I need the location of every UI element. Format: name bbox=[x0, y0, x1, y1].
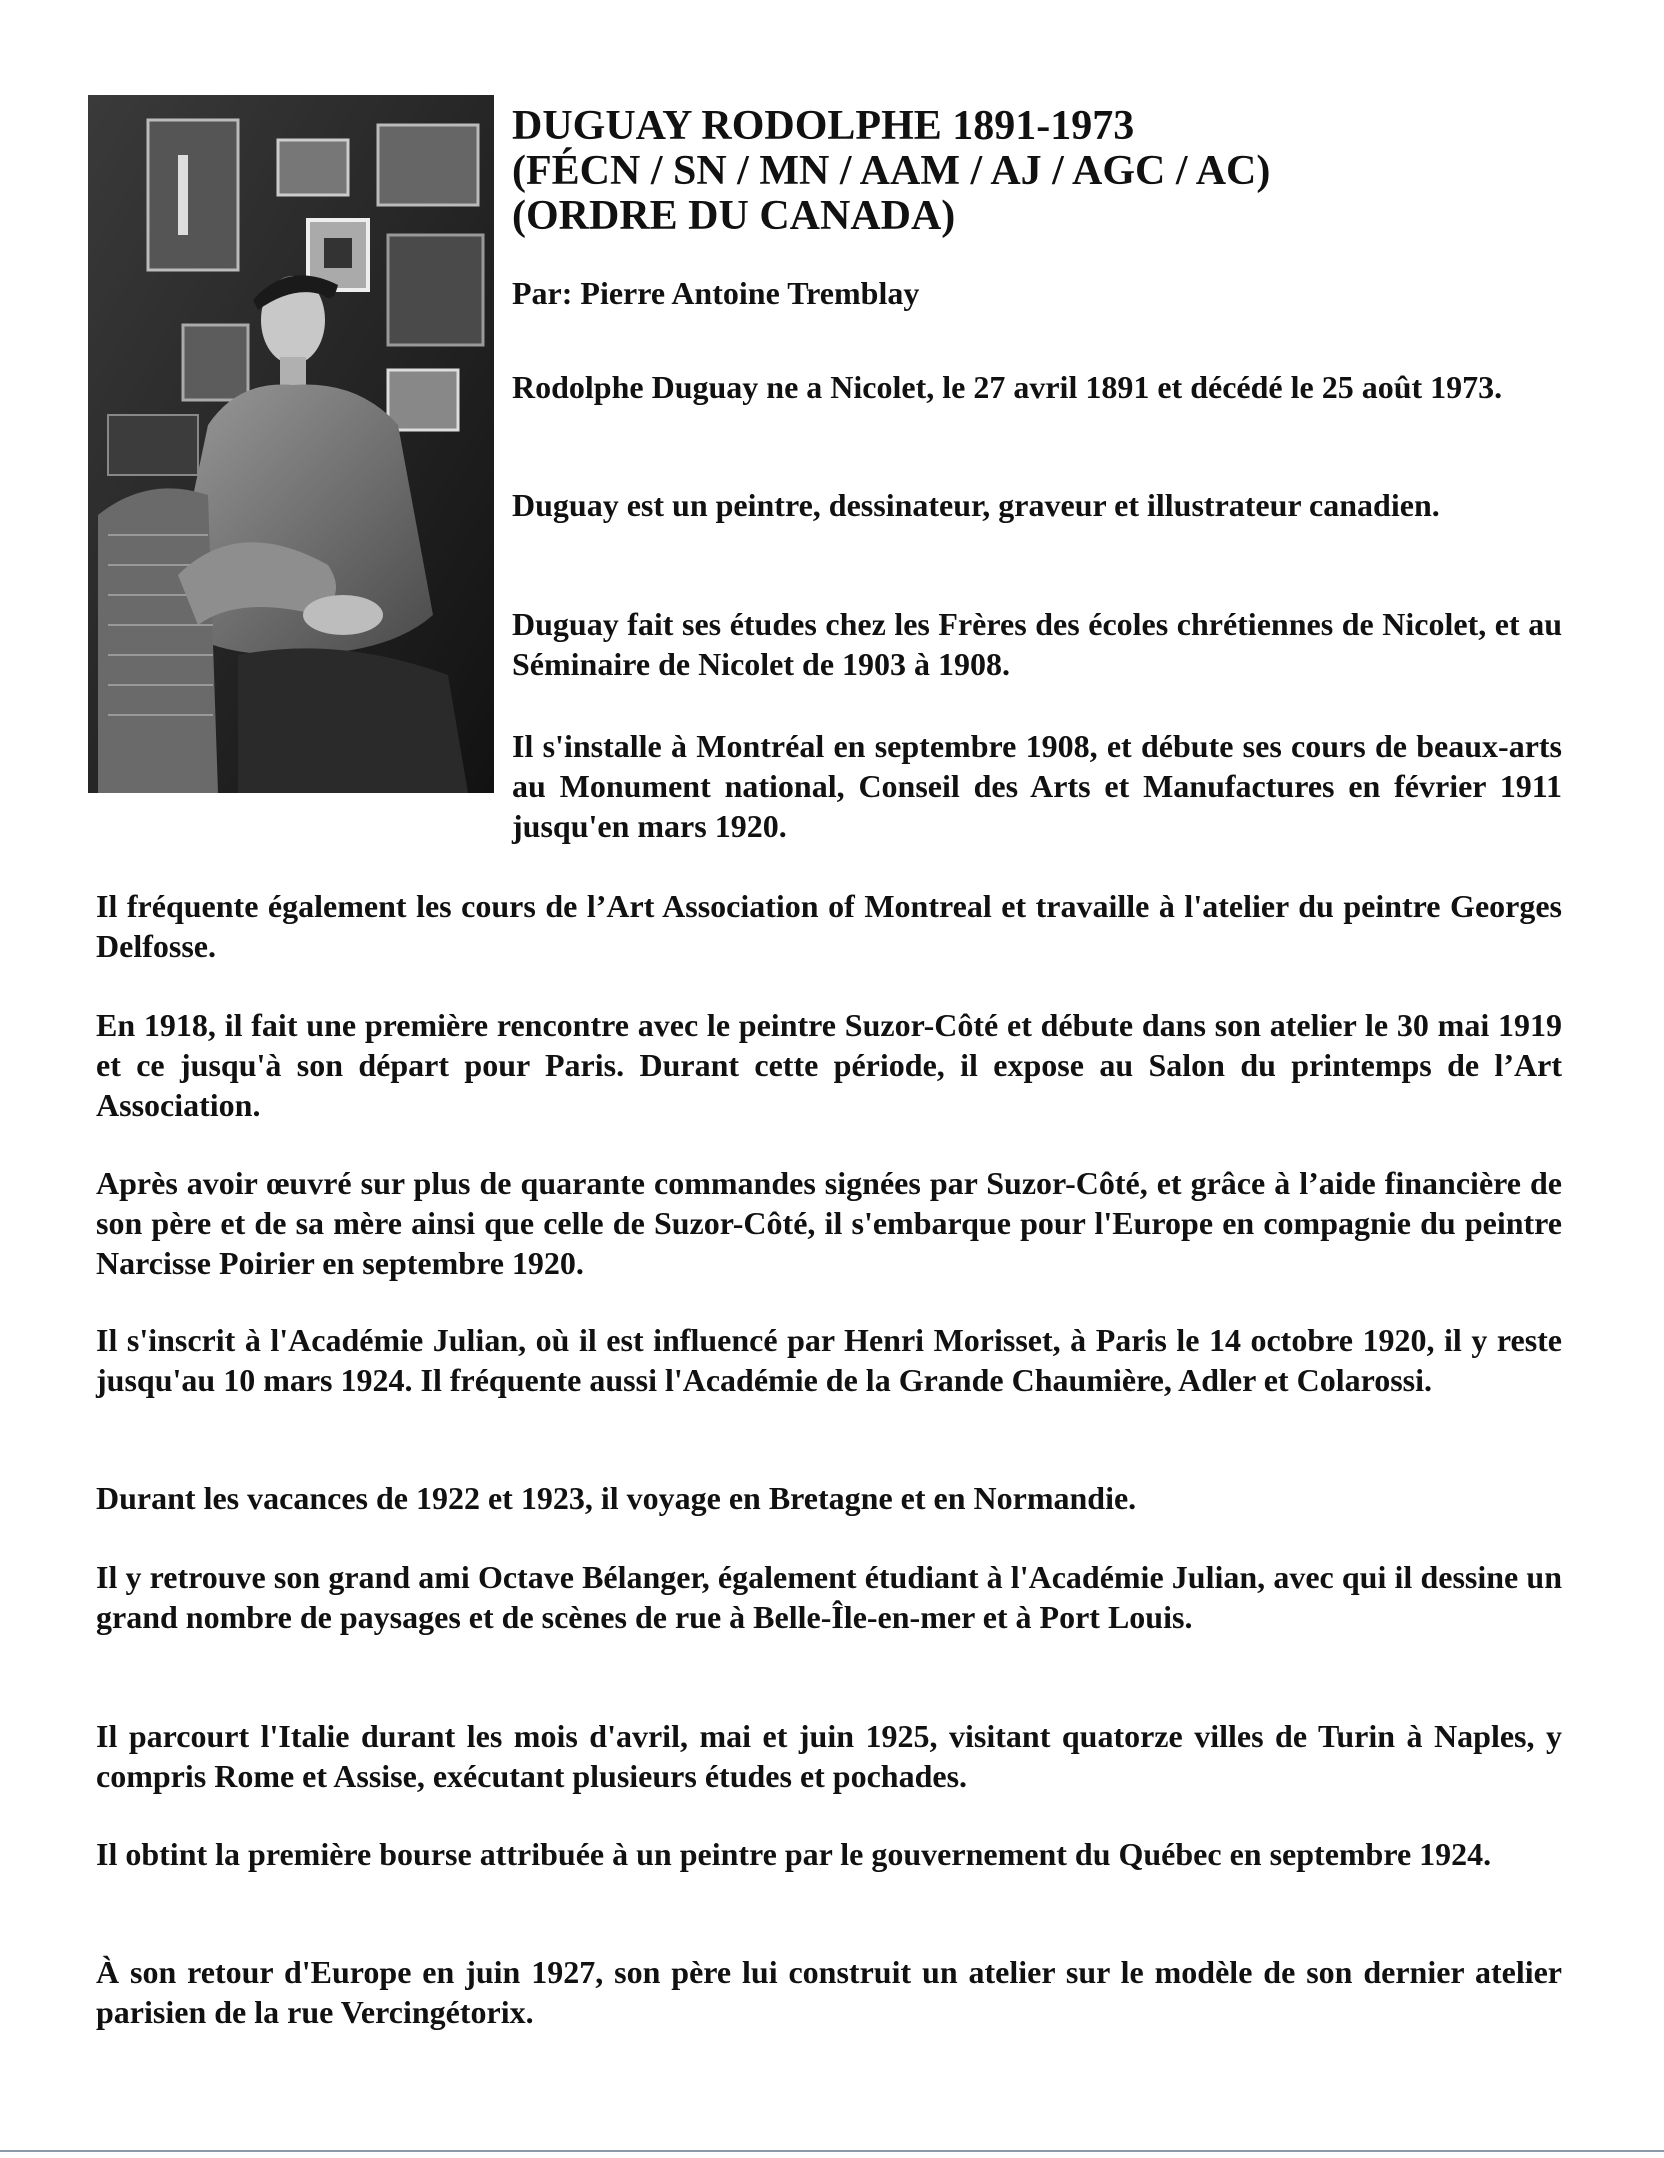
title-order: (ORDRE DU CANADA) bbox=[512, 193, 956, 239]
paragraph-academie-julian: Il s'inscrit à l'Académie Julian, où il est influencé par Henri Morisset, à Paris le 14 octobre 1920, il y reste jusqu'au 10 mars 1924. Il fréquente aussi l'Académie de la Grande Chaumière, Adler et Colarossi. bbox=[96, 1322, 1562, 1398]
portrait-photo bbox=[88, 95, 494, 793]
paragraph-bourse: Il obtint la première bourse attribuée à un peintre par le gouvernement du Québec en septembre 1924. bbox=[96, 1836, 1492, 1872]
paragraph-montreal: Il s'installe à Montréal en septembre 1908, et débute ses cours de beaux-arts au Monument national, Conseil des Arts et Manufactures en février 1911 jusqu'en mars 1920. bbox=[512, 728, 1562, 844]
paragraph-birth: Rodolphe Duguay ne a Nicolet, le 27 avril 1891 et décédé le 25 août 1973. bbox=[512, 369, 1503, 405]
portrait-photo-image bbox=[88, 95, 494, 793]
paragraph-octave-belanger: Il y retrouve son grand ami Octave Bélanger, également étudiant à l'Académie Julian, avec qui il dessine un grand nombre de paysages et de scènes de rue à Belle-Île-en-mer et à Port Louis. bbox=[96, 1559, 1562, 1635]
title-affiliations: (FÉCN / SN / MN / AAM / AJ / AGC / AC) bbox=[512, 148, 1271, 194]
bottom-divider bbox=[0, 2150, 1664, 2152]
document-header bbox=[512, 104, 1562, 313]
title-name-dates: DUGUAY RODOLPHE 1891-1973 bbox=[512, 103, 1135, 149]
paragraph-suzor-cote: En 1918, il fait une première rencontre avec le peintre Suzor-Côté et débute dans son atelier le 30 mai 1919 et ce jusqu'à son départ pour Paris. Durant cette période, il expose au Salon du printemps de l’Art Association. bbox=[96, 1007, 1562, 1123]
paragraph-studies: Duguay fait ses études chez les Frères des écoles chrétiennes de Nicolet, et au Séminaire de Nicolet de 1903 à 1908. bbox=[512, 606, 1562, 682]
paragraph-profession: Duguay est un peintre, dessinateur, graveur et illustrateur canadien. bbox=[512, 487, 1440, 523]
paragraph-retour: À son retour d'Europe en juin 1927, son père lui construit un atelier sur le modèle de son dernier atelier parisien de la rue Vercingétorix. bbox=[96, 1954, 1562, 2030]
paragraph-europe-departure: Après avoir œuvré sur plus de quarante commandes signées par Suzor-Côté, et grâce à l’aide financière de son père et de sa mère ainsi que celle de Suzor-Côté, il s'embarque pour l'Europe en compagnie du peintre Narcisse Poirier en septembre 1920. bbox=[96, 1165, 1562, 1281]
author-byline: Par: Pierre Antoine Tremblay bbox=[512, 275, 920, 311]
paragraph-art-association: Il fréquente également les cours de l’Art Association of Montreal et travaille à l'atelier du peintre Georges Delfosse. bbox=[96, 888, 1562, 964]
paragraph-italie: Il parcourt l'Italie durant les mois d'avril, mai et juin 1925, visitant quatorze villes de Turin à Naples, y compris Rome et Assise, exécutant plusieurs études et pochades. bbox=[96, 1718, 1562, 1794]
paragraph-vacances: Durant les vacances de 1922 et 1923, il voyage en Bretagne et en Normandie. bbox=[96, 1480, 1137, 1516]
